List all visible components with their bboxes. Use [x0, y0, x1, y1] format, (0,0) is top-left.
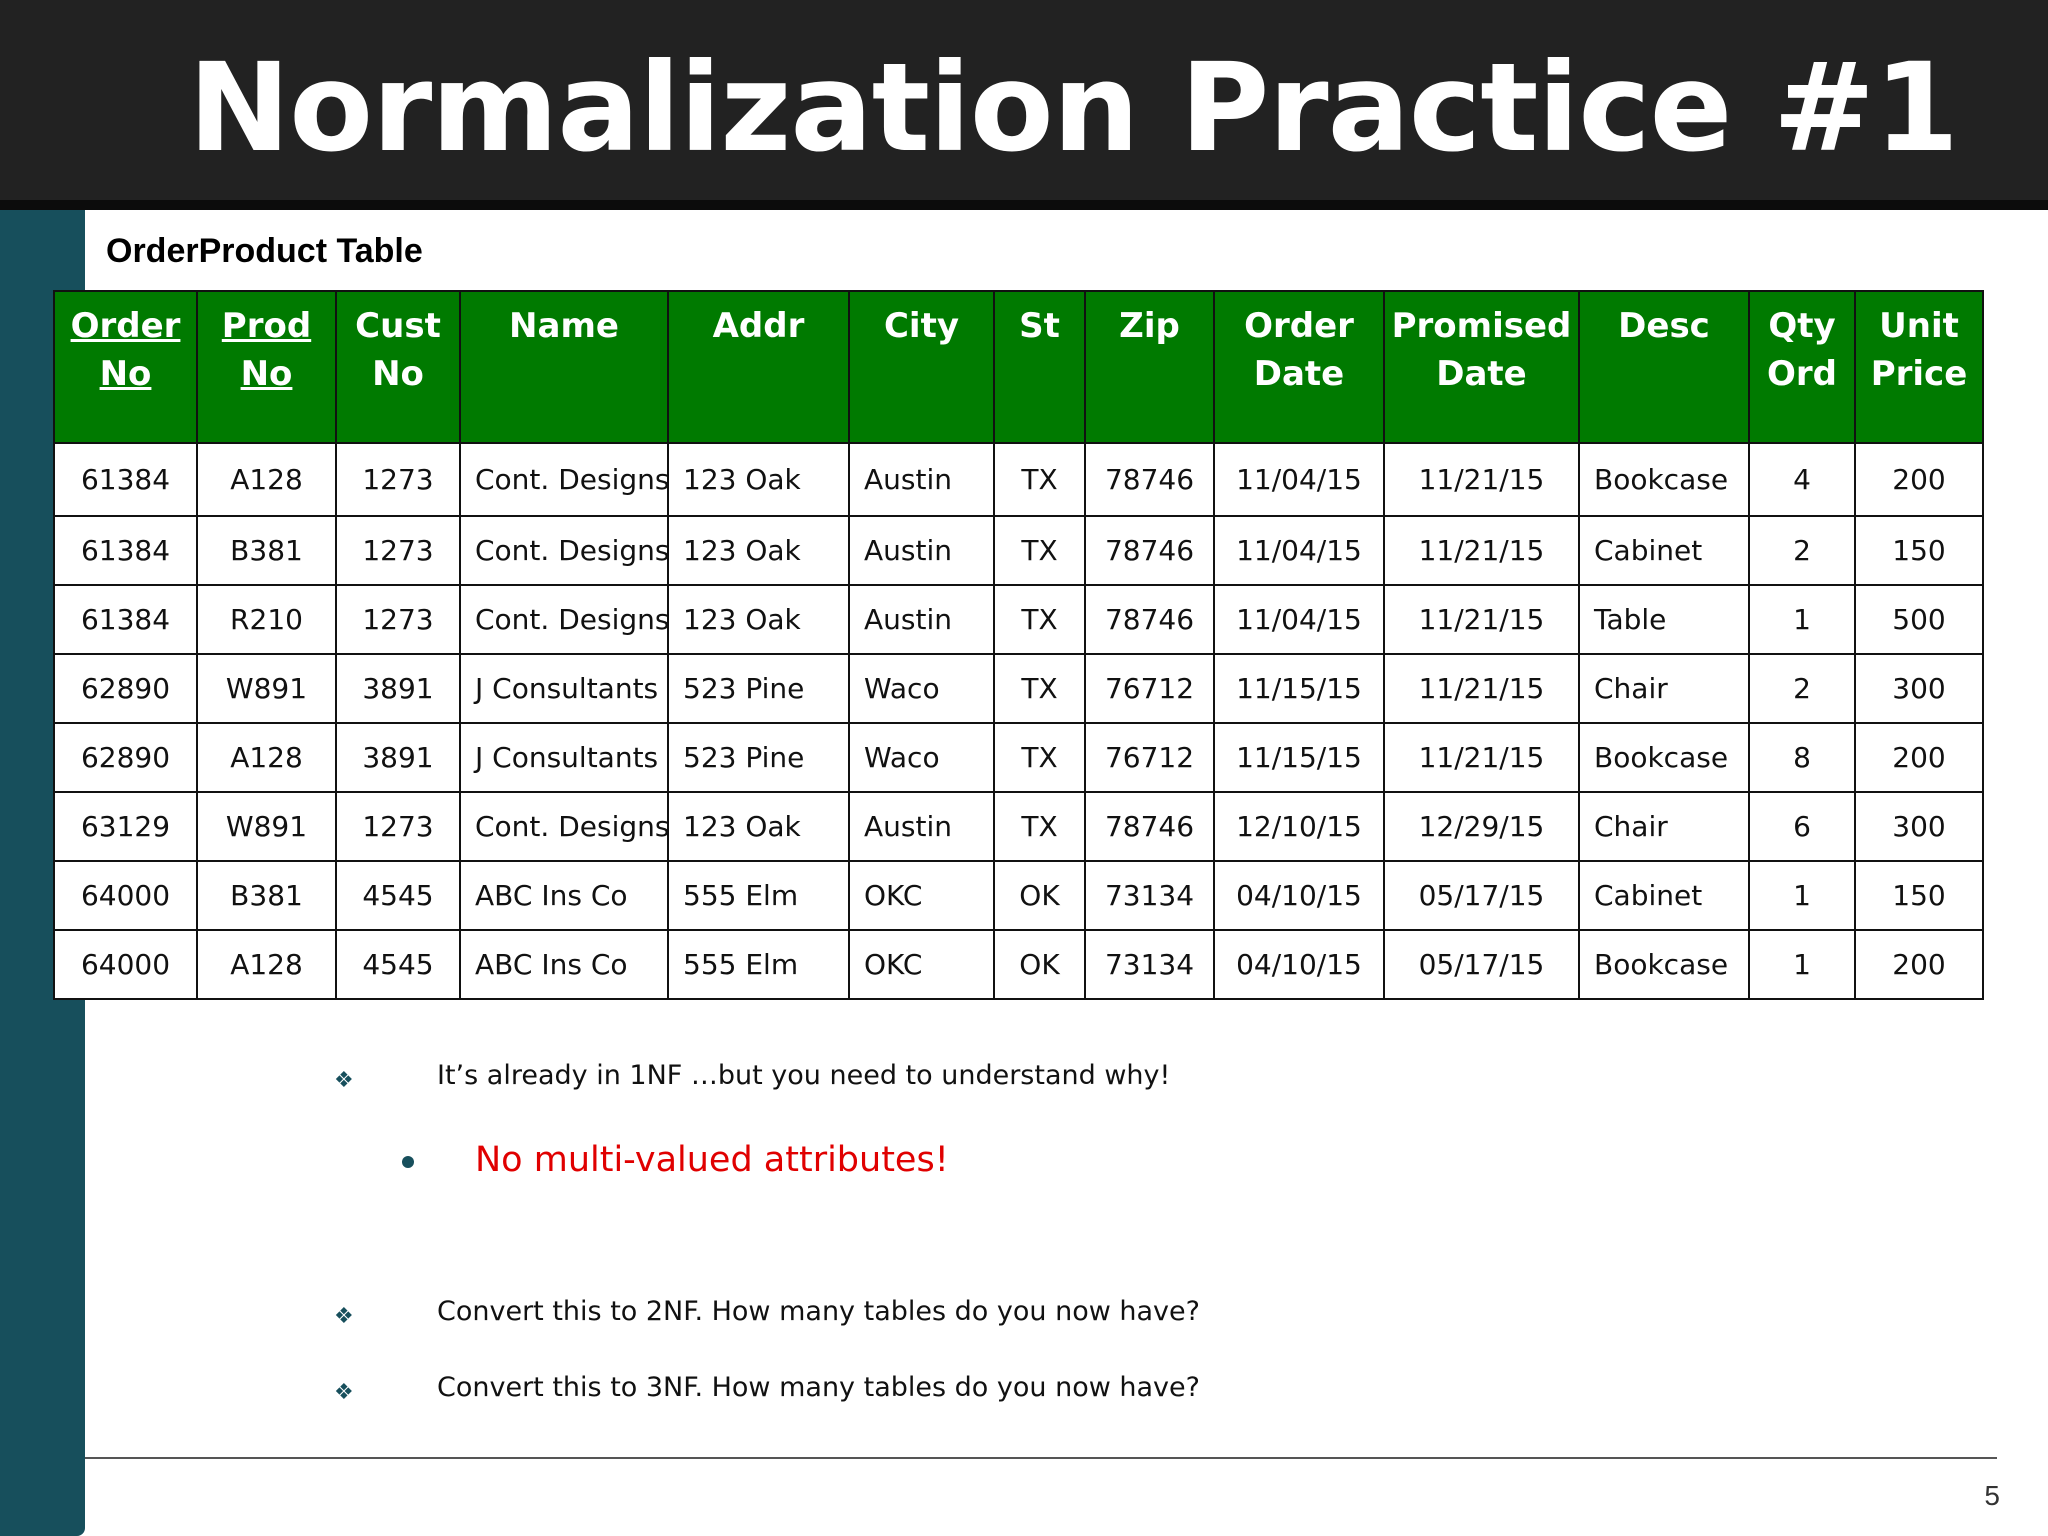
column-header-line: Price: [1870, 354, 1968, 394]
diamond-bullet-icon: ❖: [334, 1304, 354, 1329]
table-cell: 2: [1749, 654, 1855, 723]
table-cell: 62890: [54, 654, 197, 723]
title-bar: [0, 0, 2048, 200]
column-header-line: Unit: [1879, 306, 1959, 346]
table-cell: Cabinet: [1579, 516, 1749, 585]
table-row: [54, 585, 1983, 654]
table-cell: 1: [1749, 930, 1855, 999]
column-header: [1855, 291, 1983, 443]
table-cell: 11/21/15: [1384, 443, 1579, 516]
table-cell: 63129: [54, 792, 197, 861]
table-cell: J Consultants: [460, 654, 668, 723]
table-cell: TX: [994, 443, 1085, 516]
table-cell: OKC: [849, 930, 994, 999]
table-cell: TX: [994, 585, 1085, 654]
table-cell: OK: [994, 930, 1085, 999]
table-cell: Bookcase: [1579, 930, 1749, 999]
column-header-line: Name: [509, 306, 619, 346]
column-header: [1085, 291, 1214, 443]
column-header-line: Order: [1244, 306, 1354, 346]
column-header-line: St: [1019, 306, 1060, 346]
table-cell: Cont. Designs: [460, 585, 668, 654]
table-cell: 12/29/15: [1384, 792, 1579, 861]
table-body: [54, 443, 1983, 999]
table-cell: 150: [1855, 516, 1983, 585]
table-cell: B381: [197, 861, 336, 930]
page-number: 5: [1984, 1480, 2000, 1511]
table-cell: 123 Oak: [668, 443, 849, 516]
column-header-line: Promised: [1391, 306, 1572, 346]
column-header-line: Cust: [355, 306, 441, 346]
diamond-bullet-icon: ❖: [334, 1068, 354, 1093]
table-cell: 11/21/15: [1384, 585, 1579, 654]
column-header: [1384, 291, 1579, 443]
table-row: [54, 792, 1983, 861]
table-cell: Waco: [849, 654, 994, 723]
table-cell: 61384: [54, 516, 197, 585]
table-row: [54, 861, 1983, 930]
sub-bullet-text: No multi-valued attributes!: [475, 1140, 949, 1180]
table-cell: Cont. Designs: [460, 792, 668, 861]
table-cell: 05/17/15: [1384, 861, 1579, 930]
table-cell: 4545: [336, 861, 460, 930]
dot-bullet-icon: [402, 1156, 414, 1168]
table-cell: 11/04/15: [1214, 443, 1384, 516]
table-cell: B381: [197, 516, 336, 585]
table-cell: TX: [994, 516, 1085, 585]
table-cell: 73134: [1085, 930, 1214, 999]
table-cell: 76712: [1085, 723, 1214, 792]
column-header: [994, 291, 1085, 443]
column-header: [197, 291, 336, 443]
column-header: [1749, 291, 1855, 443]
table-cell: 11/15/15: [1214, 654, 1384, 723]
column-header-line: Zip: [1119, 306, 1180, 346]
table-cell: 04/10/15: [1214, 861, 1384, 930]
table-cell: Austin: [849, 585, 994, 654]
table-cell: 64000: [54, 861, 197, 930]
table-cell: Waco: [849, 723, 994, 792]
table-cell: 78746: [1085, 792, 1214, 861]
table-cell: 11/21/15: [1384, 516, 1579, 585]
table-cell: 76712: [1085, 654, 1214, 723]
table-cell: Austin: [849, 792, 994, 861]
table-cell: 04/10/15: [1214, 930, 1384, 999]
table-cell: 11/04/15: [1214, 516, 1384, 585]
table-cell: Austin: [849, 516, 994, 585]
column-header: [668, 291, 849, 443]
table-cell: TX: [994, 654, 1085, 723]
table-cell: 150: [1855, 861, 1983, 930]
table-cell: 78746: [1085, 516, 1214, 585]
column-header: [54, 291, 197, 443]
table-cell: Bookcase: [1579, 443, 1749, 516]
table-cell: 1273: [336, 792, 460, 861]
column-header-line: Desc: [1618, 306, 1710, 346]
table-cell: TX: [994, 792, 1085, 861]
table-cell: 1273: [336, 443, 460, 516]
table-row: [54, 516, 1983, 585]
table-cell: W891: [197, 654, 336, 723]
table-cell: 11/15/15: [1214, 723, 1384, 792]
column-header: [460, 291, 668, 443]
table-cell: 523 Pine: [668, 723, 849, 792]
table-cell: 11/04/15: [1214, 585, 1384, 654]
table-cell: R210: [197, 585, 336, 654]
table-cell: 78746: [1085, 443, 1214, 516]
table-cell: 05/17/15: [1384, 930, 1579, 999]
table-cell: ABC Ins Co: [460, 930, 668, 999]
table-cell: 6: [1749, 792, 1855, 861]
title-underline: [0, 200, 2048, 210]
bullet-text: Convert this to 3NF. How many tables do you now have?: [437, 1372, 1200, 1403]
diamond-bullet-icon: ❖: [334, 1380, 354, 1405]
table-cell: Cont. Designs: [460, 443, 668, 516]
column-header-line: City: [883, 306, 960, 346]
bullet-text: Convert this to 2NF. How many tables do you now have?: [437, 1296, 1200, 1327]
table-cell: 300: [1855, 792, 1983, 861]
order-product-table: [53, 290, 1984, 1000]
table-cell: TX: [994, 723, 1085, 792]
table-cell: 123 Oak: [668, 516, 849, 585]
table-cell: A128: [197, 723, 336, 792]
table-cell: 1273: [336, 516, 460, 585]
table-cell: 1: [1749, 585, 1855, 654]
column-header-line: No: [99, 354, 152, 394]
table-cell: Chair: [1579, 792, 1749, 861]
table-cell: Austin: [849, 443, 994, 516]
table-cell: Bookcase: [1579, 723, 1749, 792]
table-cell: OKC: [849, 861, 994, 930]
table-row: [54, 654, 1983, 723]
column-header-line: Date: [1436, 354, 1527, 394]
column-header-line: Qty: [1768, 306, 1836, 346]
table-cell: Table: [1579, 585, 1749, 654]
column-header-line: Addr: [712, 306, 805, 346]
table-cell: 4: [1749, 443, 1855, 516]
table-cell: 123 Oak: [668, 792, 849, 861]
table-cell: 11/21/15: [1384, 654, 1579, 723]
table-cell: 4545: [336, 930, 460, 999]
column-header-line: Ord: [1766, 354, 1837, 394]
table-cell: 61384: [54, 585, 197, 654]
table-row: [54, 723, 1983, 792]
table-cell: Cabinet: [1579, 861, 1749, 930]
column-header: [1214, 291, 1384, 443]
table-cell: 200: [1855, 930, 1983, 999]
footer-divider: [85, 1457, 1997, 1459]
column-header-line: Date: [1253, 354, 1345, 394]
column-header-line: Prod: [221, 306, 312, 346]
column-header: [336, 291, 460, 443]
table-cell: 200: [1855, 443, 1983, 516]
column-header-line: No: [240, 354, 293, 394]
table-cell: 12/10/15: [1214, 792, 1384, 861]
table-cell: 200: [1855, 723, 1983, 792]
column-header: [1579, 291, 1749, 443]
table-cell: A128: [197, 930, 336, 999]
table-cell: ABC Ins Co: [460, 861, 668, 930]
table-cell: 1273: [336, 585, 460, 654]
table-cell: 123 Oak: [668, 585, 849, 654]
table-cell: 64000: [54, 930, 197, 999]
table-cell: W891: [197, 792, 336, 861]
table-cell: 1: [1749, 861, 1855, 930]
page-title: Normalization Practice #1: [188, 37, 1958, 179]
table-cell: 500: [1855, 585, 1983, 654]
table-cell: 11/21/15: [1384, 723, 1579, 792]
table-cell: 3891: [336, 723, 460, 792]
table-cell: 8: [1749, 723, 1855, 792]
table-cell: 61384: [54, 443, 197, 516]
table-cell: 523 Pine: [668, 654, 849, 723]
table-cell: 78746: [1085, 585, 1214, 654]
table-cell: 73134: [1085, 861, 1214, 930]
column-header: [849, 291, 994, 443]
table-row: [54, 443, 1983, 516]
table-cell: Chair: [1579, 654, 1749, 723]
table-cell: A128: [197, 443, 336, 516]
table-cell: OK: [994, 861, 1085, 930]
column-header-line: Order: [70, 306, 181, 346]
table-caption: OrderProduct Table: [106, 232, 423, 270]
table-cell: 300: [1855, 654, 1983, 723]
bullet-text: It’s already in 1NF …but you need to understand why!: [437, 1060, 1171, 1091]
column-header-line: No: [372, 354, 424, 394]
table-row: [54, 930, 1983, 999]
table-cell: Cont. Designs: [460, 516, 668, 585]
table-cell: 3891: [336, 654, 460, 723]
table-cell: 555 Elm: [668, 930, 849, 999]
table-cell: 2: [1749, 516, 1855, 585]
header-row: [54, 291, 1983, 443]
table-cell: 62890: [54, 723, 197, 792]
table-cell: J Consultants: [460, 723, 668, 792]
table-cell: 555 Elm: [668, 861, 849, 930]
